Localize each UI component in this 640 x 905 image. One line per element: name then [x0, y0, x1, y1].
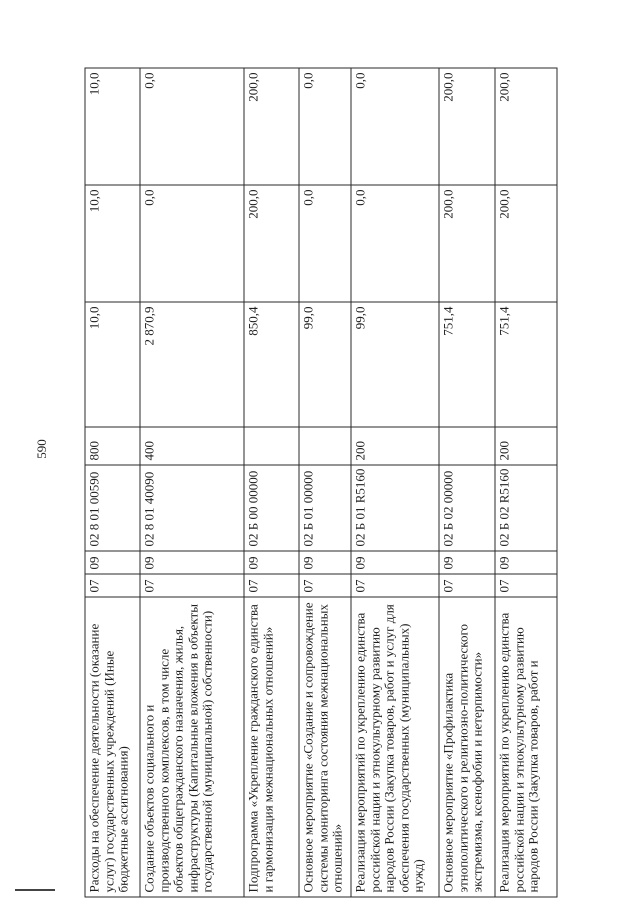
- row-target-code: 02 Б 00 00000: [244, 465, 299, 551]
- row-subsection: 09: [140, 551, 244, 574]
- scan-edge-mark: [15, 889, 55, 891]
- row-section: 07: [495, 574, 557, 597]
- row-section: 07: [439, 574, 495, 597]
- row-value-1: 99,0: [351, 302, 439, 427]
- row-value-1: 99,0: [299, 302, 351, 427]
- budget-table: [84, 68, 557, 898]
- row-expense-type: 200: [495, 427, 557, 465]
- row-name: Создание объектов социального и производственного комплексов, в том числе объектов общегражданского назначения, жилья, инфраструктуры (Капитальные вложения в объекты государственной (муниципальной) собственности): [140, 597, 244, 897]
- row-expense-type: [299, 427, 351, 465]
- row-name: Подпрограмма «Укрепление гражданского единства и гармонизация межнациональных отношений»: [244, 597, 299, 897]
- row-expense-type: 400: [140, 427, 244, 465]
- row-value-3: 0,0: [299, 68, 351, 185]
- table-row: [351, 68, 439, 897]
- row-value-1: 2 870,9: [140, 302, 244, 427]
- row-target-code: 02 Б 01 R5160: [351, 465, 439, 551]
- row-value-2: 10,0: [85, 185, 140, 302]
- table-row: [299, 68, 351, 897]
- budget-table-frame: [84, 69, 556, 898]
- row-name: Реализация мероприятий по укреплению единства российской нации и этнокультурному развитию народов России (Закупка товаров, работ и услуг для обеспечения государственных (муниципальных) нужд): [351, 597, 439, 897]
- row-section: 07: [140, 574, 244, 597]
- row-target-code: 02 Б 02 00000: [439, 465, 495, 551]
- table-row: [244, 68, 299, 897]
- row-name: Основное мероприятие «Создание и сопровождение системы мониторинга состояния межнациональных отношений»: [299, 597, 351, 897]
- row-value-2: 0,0: [351, 185, 439, 302]
- row-value-2: 0,0: [299, 185, 351, 302]
- row-subsection: 09: [439, 551, 495, 574]
- row-value-3: 0,0: [351, 68, 439, 185]
- row-subsection: 09: [299, 551, 351, 574]
- row-value-3: 200,0: [495, 68, 557, 185]
- row-name: Основное мероприятие «Профилактика этнополитического и религиозно-политического экстремизма, ксенофобии и нетерпимости»: [439, 597, 495, 897]
- row-section: 07: [244, 574, 299, 597]
- row-value-2: 200,0: [495, 185, 557, 302]
- row-subsection: 09: [85, 551, 140, 574]
- row-expense-type: 800: [85, 427, 140, 465]
- page-number: 590: [33, 439, 49, 459]
- row-section: 07: [299, 574, 351, 597]
- table-row: [85, 68, 140, 897]
- row-value-2: 0,0: [140, 185, 244, 302]
- row-value-3: 10,0: [85, 68, 140, 185]
- row-value-2: 200,0: [439, 185, 495, 302]
- row-value-2: 200,0: [244, 185, 299, 302]
- row-expense-type: [244, 427, 299, 465]
- table-row: [439, 68, 495, 897]
- row-target-code: 02 8 01 00590: [85, 465, 140, 551]
- row-name: Расходы на обеспечение деятельности (оказание услуг) государственных учреждений (Иные бюджетные ассигнования): [85, 597, 140, 897]
- row-subsection: 09: [495, 551, 557, 574]
- table-row: [495, 68, 557, 897]
- row-expense-type: 200: [351, 427, 439, 465]
- row-section: 07: [351, 574, 439, 597]
- row-value-3: 200,0: [244, 68, 299, 185]
- table-row: [140, 68, 244, 897]
- row-target-code: 02 8 01 40090: [140, 465, 244, 551]
- row-value-1: 751,4: [439, 302, 495, 427]
- row-target-code: 02 Б 01 00000: [299, 465, 351, 551]
- row-value-3: 0,0: [140, 68, 244, 185]
- row-value-1: 10,0: [85, 302, 140, 427]
- row-target-code: 02 Б 02 R5160: [495, 465, 557, 551]
- row-value-3: 200,0: [439, 68, 495, 185]
- row-name: Реализация мероприятий по укреплению единства российской нации и этнокультурному развитию народов России (Закупка товаров, работ и: [495, 597, 557, 897]
- row-subsection: 09: [244, 551, 299, 574]
- row-subsection: 09: [351, 551, 439, 574]
- row-value-1: 850,4: [244, 302, 299, 427]
- row-expense-type: [439, 427, 495, 465]
- row-value-1: 751,4: [495, 302, 557, 427]
- row-section: 07: [85, 574, 140, 597]
